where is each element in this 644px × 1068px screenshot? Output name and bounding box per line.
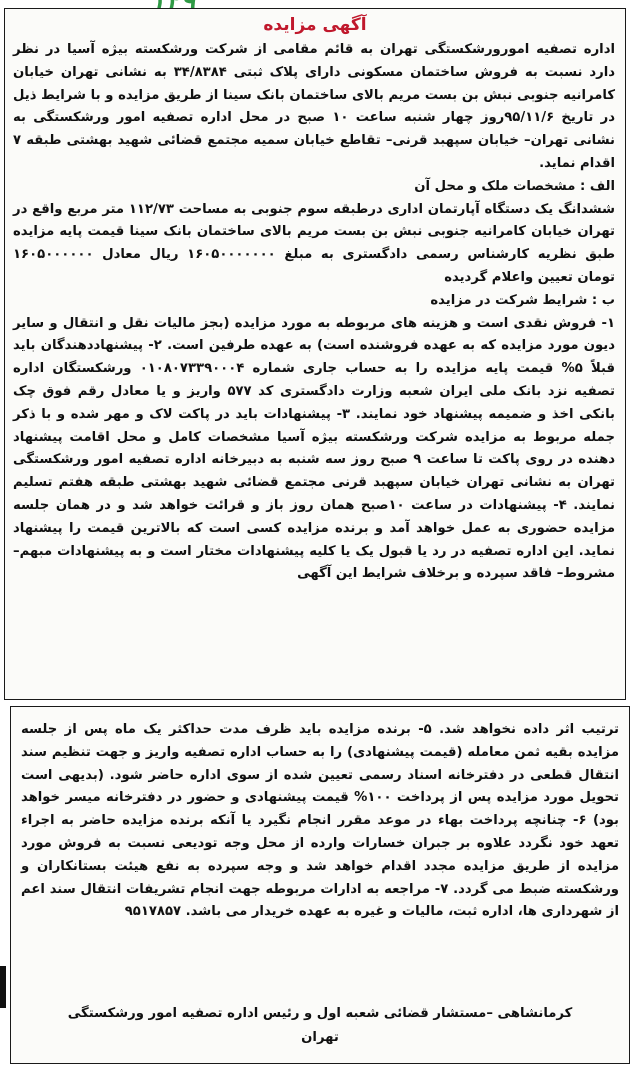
notice-clipping-upper <box>4 8 626 700</box>
notice-signature <box>11 1002 629 1050</box>
notice-title: آگهی مزایده <box>263 15 367 35</box>
section-a-title: الف : مشخصات ملک و محل آن <box>414 178 615 194</box>
scan-edge-mark <box>0 966 6 1008</box>
notice-continuation: ترتیب اثر داده نخواهد شد. ۵- برنده مزایده باید ظرف مدت حداکثر یک ماه پس از جلسه مزایده بقیه ثمن معامله (قیمت پیشنهادی) را به حساب اداره تصفیه واریز و جهت تنظیم سند انتقال قطعی در دفترخانه اسناد رسمی تعیین شده از سوی اداره حاضر شود. (بدیهی است تحویل مورد مزایده پس از پرداخت ۱۰۰% قیمت پیشنهادی و حضور در دفترخانه میسر خواهد بود) ۶- چنانچه پرداخت بهاء در موعد مقرر انجام نگیرد یا آنکه برنده مزایده حاضر به اجراء تعهد خود نگردد علاوه بر جبران خسارات وارده از محل وجه تودیعی نسبت به فروش مورد مزایده از طریق مزایده مجدد اقدام خواهد شد و وجه سپرده به نفع هیئت بستانکاران و ورشکسته ضبط می گردد. ۷- مراجعه به ادارات مربوطه جهت انجام تشریفات انتقال سند اعم از شهرداری ها، اداره ثبت، مالیات و غیره به عهده خریدار می باشد. ۹۵۱۷۸۵۷ <box>21 722 620 920</box>
section-a-body: ششدانگ یک دستگاه آپارتمان اداری درطبقه سوم جنوبی به مساحت ۱۱۲/۷۳ متر مربع واقع در تهران خیابان کامرانیه جنوبی نبش بن بست مریم بالای ساختمان بانک سینا قیمت پایه مزایده طبق نظریه کارشناس رسمی دادگستری به مبلغ ۱۶۰۵۰۰۰۰۰۰۰ ریال معادل ۱۶۰۵۰۰۰۰۰۰ تومان تعیین واعلام گردیده <box>13 201 616 285</box>
notice-body-upper <box>13 39 615 586</box>
signature-line-2: تهران <box>301 1030 339 1045</box>
section-b-title: ب : شرایط شرکت در مزایده <box>430 292 615 308</box>
signature-line-1: کرمانشاهی –مستشار قضائی شعبه اول و رئیس اداره تصفیه امور ورشکستگی <box>67 1006 573 1021</box>
section-b-body: ۱- فروش نقدی است و هزینه های مربوطه به مورد مزایده (بجز مالیات نقل و انتقال و سایر دیون مورد مزایده که به عهده فروشنده است) به عهده طرفین است. ۲- پیشنهاددهندگان باید قبلاً ۵% قیمت پایه مزایده را به حساب جاری شماره ۰۱۰۸۰۷۳۳۹۰۰۰۴ ورشکستگان اداره تصفیه نزد بانک ملی ایران شعبه وزارت دادگستری کد ۵۷۷ واریز و یا معادل رقم فوق چک بانکی اخذ و ضمیمه پیشنهاد خود نمایند. ۳- پیشنهادات باید در پاکت لاک و مهر شده و با ذکر جمله مربوط به مزایده شرکت ورشکسته بیژه آسیا مشخصات کامل و محل اقامت پیشنهاد دهنده در روی پاکت تا ساعت ۹ صبح روز سه شنبه به دبیرخانه اداره تصفیه امور ورشکستگی تهران به نشانی تهران خیابان سپهبد قرنی مجتمع قضائی شهید بهشتی طبقه هفتم تسلیم نمایند. ۴- پیشنهادات در ساعت ۱۰صبح همان روز باز و قرائت خواهد شد و در همان جلسه مزایده حضوری به عمل خواهد آمد و برنده مزایده کسی است که بالاترین قیمت را پیشنهاد نماید. این اداره تصفیه در رد یا قبول یک یا کلیه پیشنهادات مختار است و به پیشنهادات مبهم– مشروط– فاقد سپرده و برخلاف شرایط این آگهی <box>13 315 616 582</box>
notice-clipping-lower <box>10 706 630 1064</box>
notice-intro: اداره تصفیه امورورشکستگی تهران به قائم مقامی از شرکت ورشکسته بیژه آسیا در نظر دارد نسبت به فروش ساختمان مسکونی دارای پلاک ثبتی ۳۴/۸۳۸۴ به نشانی تهران خیابان کامرانیه جنوبی نبش بن بست مریم بالای ساختمان بانک سینا از طریق مزایده و با شرایط ذیل در تاریخ ۹۵/۱۱/۶روز چهار شنبه ساعت ۱۰ صبح در محل اداره تصفیه امور ورشکستگی به نشانی تهران– خیابان سپهبد قرنی– تقاطع خیابان سمیه مجتمع قضائی شهید بهشتی طبقه ۷ اقدام نماید. <box>13 42 615 171</box>
